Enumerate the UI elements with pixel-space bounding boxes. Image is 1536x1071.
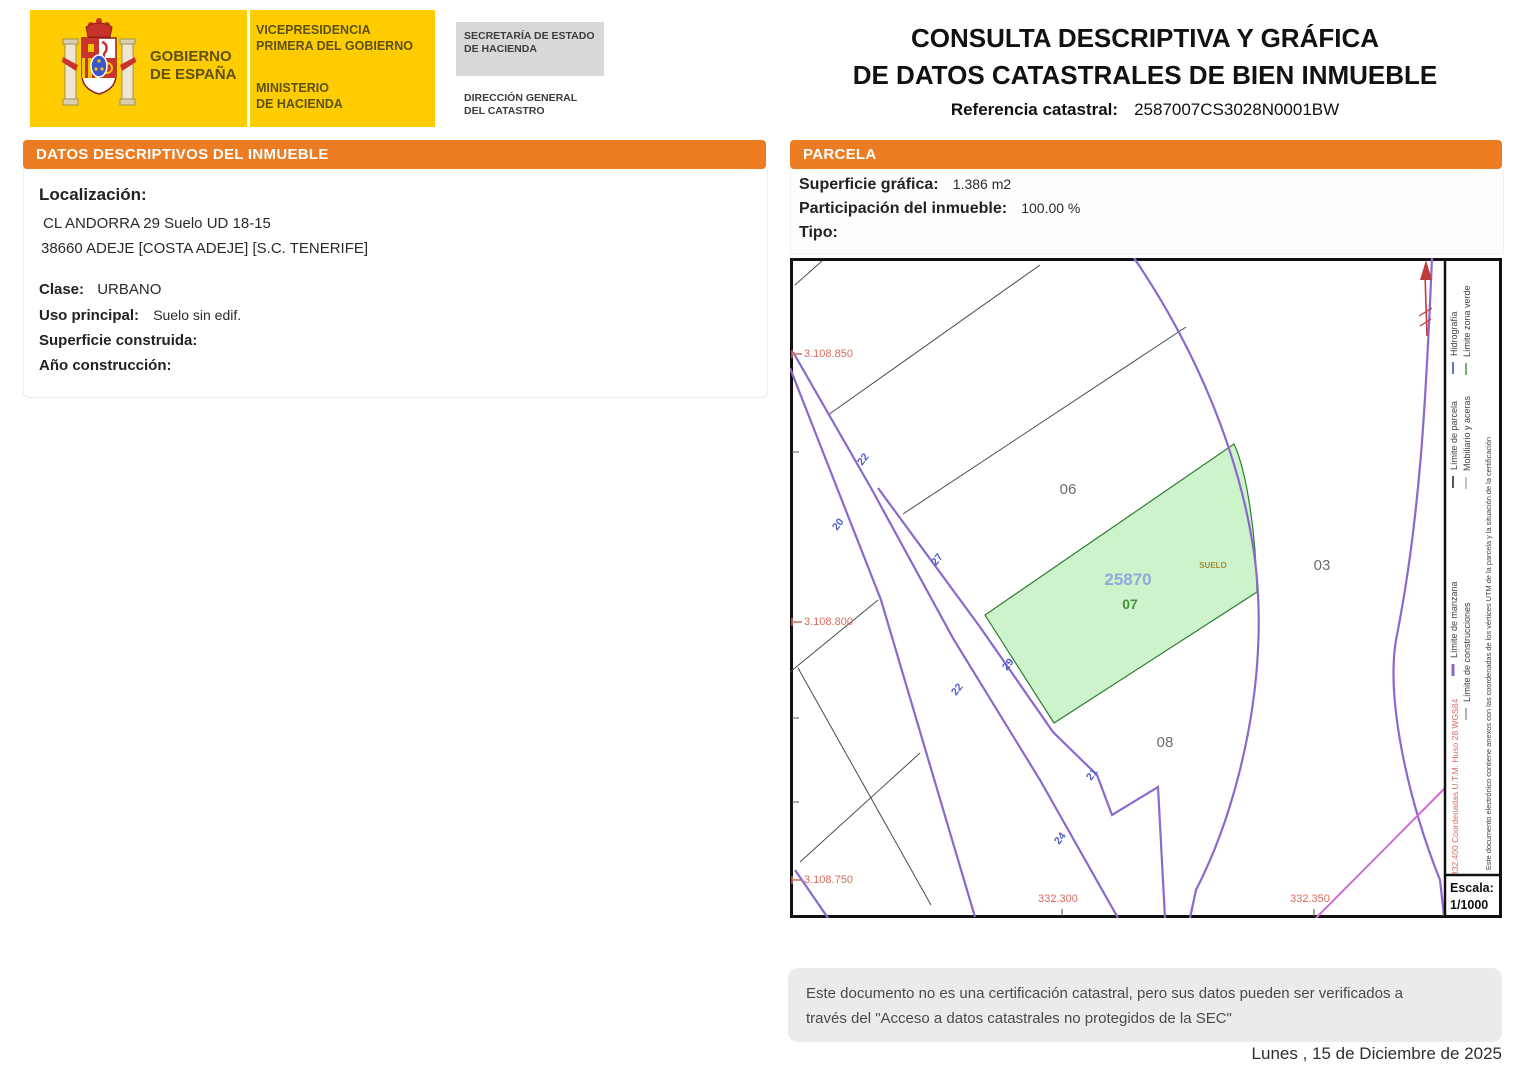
document-date: Lunes , 15 de Diciembre de 2025	[1251, 1044, 1502, 1063]
vicepresidencia-label: VICEPRESIDENCIA PRIMERA DEL GOBIERNO	[256, 23, 413, 53]
datos-descriptivos-panel	[23, 169, 768, 398]
superficie-construida-label: Superficie construida:	[39, 332, 198, 349]
title-line-1: CONSULTA DESCRIPTIVA Y GRÁFICA	[910, 23, 1380, 53]
title-line-2: DE DATOS CATASTRALES DE BIEN INMUEBLE	[852, 60, 1438, 90]
participacion-value: 100.00 %	[1021, 200, 1081, 216]
ministerio-label: MINISTERIO DE HACIENDA	[256, 81, 343, 111]
gov-line1: GOBIERNO	[150, 48, 232, 65]
street-number: 22	[948, 681, 966, 698]
section-header-datos-descriptivos: DATOS DESCRIPTIVOS DEL INMUEBLE	[23, 140, 766, 169]
uso-principal-label: Uso principal:	[39, 307, 140, 324]
certification-note: Este documento electrónico contiene anexos con las coordenadas de los vértices UTM de la parcela y la situación de la certificación	[1484, 437, 1493, 870]
secretaria-box: SECRETARÍA DE ESTADO DE HACIENDA	[456, 22, 604, 76]
clase-label: Clase:	[39, 281, 85, 298]
disclaimer-line-2: través del "Acceso a datos catastrales no protegidos de la SEC"	[806, 1010, 1232, 1027]
legend-limite-manzana: Límite de manzana	[1449, 581, 1459, 658]
spain-coat-of-arms-icon	[62, 17, 136, 119]
neighbor-parcel-number: 06	[1059, 481, 1077, 498]
legend-mobiliario: Mobiliario y aceras	[1462, 395, 1472, 471]
superficie-grafica-value: 1.386 m2	[952, 176, 1012, 192]
street-number: 29	[999, 656, 1017, 673]
clase-value: URBANO	[97, 281, 162, 298]
superficie-construida-row	[39, 332, 207, 349]
anio-construccion-row	[39, 357, 182, 374]
y-coordinate-label: 3.108.800	[804, 616, 853, 628]
cadastral-reference-value: 2587007CS3028N0001BW	[1134, 100, 1340, 119]
document-title	[788, 20, 1502, 120]
y-coordinate-label: 3.108.750	[804, 874, 853, 886]
superficie-grafica-label: Superficie gráfica:	[799, 176, 939, 193]
address-line-1: CL ANDORRA 29 Suelo UD 18-15	[43, 215, 271, 232]
subject-parcel-number: 25870	[1104, 570, 1152, 589]
scale-label: Escala:	[1450, 881, 1494, 895]
anio-construccion-label: Año construcción:	[39, 357, 172, 374]
legend-limite-parcela: Límite de parcela	[1449, 400, 1459, 470]
participacion-label: Participación del inmueble:	[799, 200, 1008, 217]
superficie-grafica-row	[799, 176, 1011, 194]
legend-hidrografia: Hidrografía	[1449, 311, 1459, 356]
localizacion-label: Localización:	[39, 185, 147, 204]
gov-line2: DE ESPAÑA	[150, 66, 237, 83]
participacion-row	[799, 200, 1080, 218]
legend-limite-construcciones: Límite de construcciones	[1462, 602, 1472, 702]
cadastral-reference	[788, 100, 1502, 120]
clase-row	[39, 281, 161, 298]
street-number: 24	[1051, 830, 1069, 847]
uso-principal-value: Suelo sin edif.	[153, 307, 242, 323]
disclaimer-line-1: Este documento no es una certificación catastral, pero sus datos pueden ser verificados a	[806, 985, 1404, 1002]
disclaimer-box	[788, 968, 1502, 1042]
utm-coordinates-note: 332.400 Coordenadas U.T.M. Huso 28 WGS84	[1450, 698, 1460, 876]
neighbor-parcel-number: 03	[1313, 557, 1331, 574]
street-number: 22	[854, 451, 872, 468]
government-of-spain-label	[150, 48, 236, 84]
street-number: 21	[1083, 766, 1101, 783]
scale-value: 1/1000	[1450, 898, 1489, 912]
cadastral-reference-label: Referencia catastral:	[950, 100, 1119, 119]
street-number: 27	[928, 551, 946, 568]
direccion-general-label: DIRECCIÓN GENERAL DEL CATASTRO	[464, 92, 578, 117]
tipo-label: Tipo:	[799, 224, 838, 241]
cadastral-map-svg	[790, 258, 1502, 918]
x-coordinate-label: 332.300	[1038, 893, 1078, 905]
section-header-parcela: PARCELA	[790, 140, 1502, 169]
subject-parcel-subnumber: 07	[1122, 596, 1138, 612]
tipo-row	[799, 224, 848, 242]
address-line-2: 38660 ADEJE [COSTA ADEJE] [S.C. TENERIFE]	[41, 240, 369, 257]
cadastral-map	[790, 258, 1502, 918]
y-coordinate-label: 3.108.850	[804, 348, 853, 360]
logo-divider	[247, 10, 250, 127]
neighbor-parcel-number: 08	[1156, 734, 1174, 751]
legend-zona-verde: Límite zona verde	[1462, 285, 1472, 357]
uso-principal-row	[39, 307, 241, 324]
street-number: 20	[829, 516, 847, 533]
subject-parcel-use-label: SUELO	[1199, 561, 1227, 570]
parcela-panel	[790, 169, 1504, 254]
x-coordinate-label: 332.350	[1290, 893, 1330, 905]
